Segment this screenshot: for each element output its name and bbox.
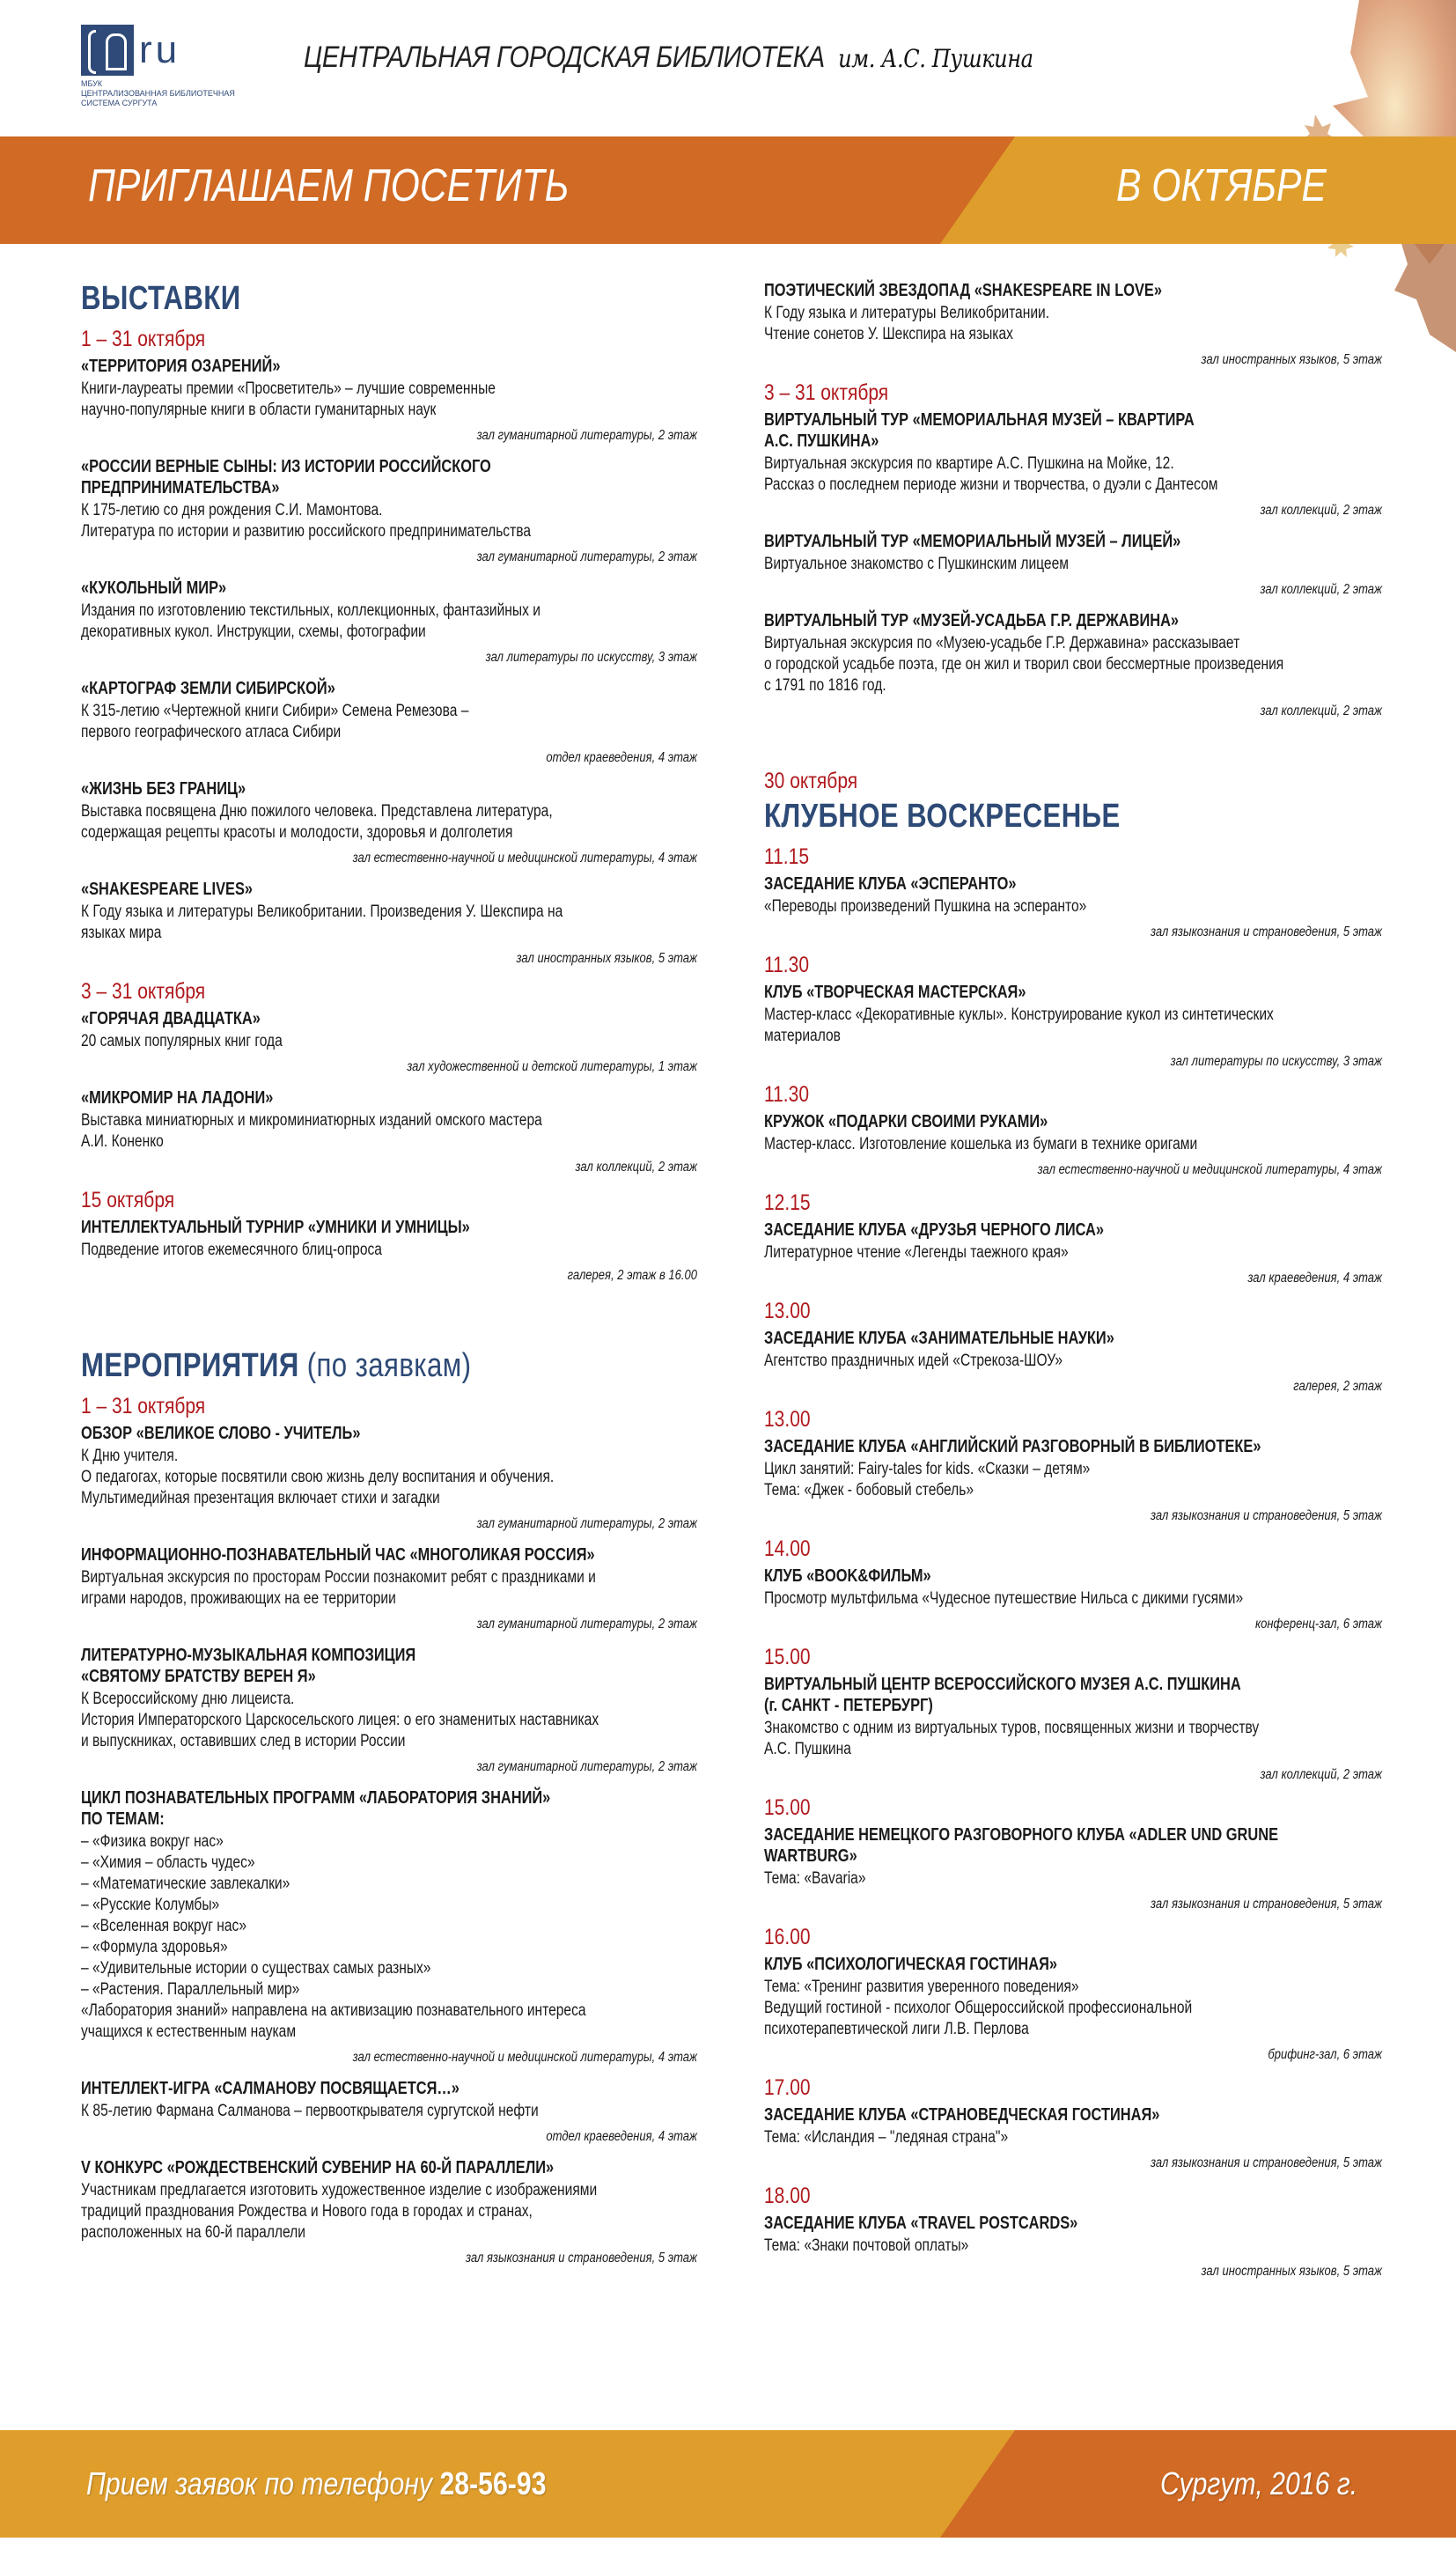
- event-location: зал гуманитарной литературы, 2 этаж: [476, 1617, 697, 1632]
- event-description: К Всероссийскому дню лицеиста. История Императорского Царскосельского лицея: о его знаменитых наставниках и выпускниках, оставивших след в истории России: [81, 1690, 599, 1750]
- event-item: [81, 2078, 697, 2145]
- event-location: зал литературы по искусству, 3 этаж: [485, 650, 697, 665]
- event-time: 11.30: [764, 1082, 810, 1107]
- event-location: зал литературы по искусству, 3 этаж: [1170, 1054, 1382, 1069]
- event-description: Мастер-класс. Изготовление кошелька из бумаги в технике оригами: [764, 1135, 1198, 1153]
- section-title-events: [81, 1347, 586, 1385]
- event-description: Тема: «Исландия – "ледяная страна"»: [764, 2128, 1009, 2147]
- library-signature: им. А.С. Пушкина: [838, 44, 1033, 73]
- phone-number[interactable]: 28-56-93: [439, 2465, 547, 2501]
- event-description: Мастер-класс «Декоративные куклы». Конструирование кукол из синтетических материалов: [764, 1006, 1274, 1045]
- event-item: [81, 1787, 697, 2066]
- event-time: 12.15: [764, 1190, 811, 1215]
- event-location: брифинг-зал, 6 этаж: [1268, 2047, 1382, 2062]
- event-time: 13.00: [764, 1407, 811, 1432]
- event-item: [81, 456, 697, 565]
- event-description: Участникам предлагается изготовить художественное изделие с изображениями традиций празднования Рождества и Нового года в городах и странах, расположенных на 60-й параллели: [81, 2181, 598, 2242]
- event-description: Агентство праздничных идей «Стрекоза-ШОУ»: [764, 1352, 1063, 1370]
- event-description: Тема: «Bavaria»: [764, 1869, 866, 1888]
- event-location: зал языкознания и страноведения, 5 этаж: [1151, 925, 1382, 939]
- event-item: [764, 1645, 1382, 1783]
- event-item: [81, 1087, 697, 1175]
- event-time: 11.30: [764, 953, 810, 977]
- events-list: [81, 1423, 697, 2266]
- event-location: зал гуманитарной литературы, 2 этаж: [476, 1516, 697, 1531]
- event-title: ЗАСЕДАНИЕ КЛУБА «ЭСПЕРАНТО»: [764, 874, 1017, 894]
- right-items-b: [764, 409, 1382, 719]
- logo-mark: [81, 25, 134, 76]
- event-description: – «Физика вокруг нас» – «Химия – область чудес» – «Математические завлекалки» – «Русские Колумбы» – «Вселенная вокруг нас» – «Формула здоровья» – «Удивительные истории о существах самых разных» – «Растения. Параллельный мир» «Лаборатория знаний» направлена на активизацию познавательного интереса учащихся к естественным наукам: [81, 1832, 586, 2041]
- event-location: галерея, 2 этаж в 16.00: [567, 1268, 697, 1283]
- event-location: зал коллекций, 2 этаж: [1260, 582, 1382, 597]
- event-location: зал гуманитарной литературы, 2 этаж: [476, 428, 697, 443]
- event-item: [81, 2157, 697, 2266]
- right-items-a: [764, 280, 1382, 368]
- event-title: КЛУБ «BOOK&ФИЛЬМ»: [764, 1566, 931, 1586]
- section-title-exhibitions: ВЫСТАВКИ: [81, 280, 241, 317]
- event-time: 14.00: [764, 1536, 811, 1561]
- events-title-note: (по заявкам): [306, 1347, 472, 1384]
- event-title: КРУЖОК «ПОДАРКИ СВОИМИ РУКАМИ»: [764, 1112, 1048, 1131]
- event-location: зал коллекций, 2 этаж: [575, 1160, 697, 1175]
- event-title: ЗАСЕДАНИЕ КЛУБА «ДРУЗЬЯ ЧЕРНОГО ЛИСА»: [764, 1220, 1105, 1240]
- event-description: К 175-летию со дня рождения С.И. Мамонтова. Литература по истории и развитию российского предпринимательства: [81, 501, 532, 541]
- event-description: Тема: «Тренинг развития уверенного поведения» Ведущий гостиной - психолог Общероссийской профессиональной психотерапевтической лиги Л.В. Перлова: [764, 1978, 1193, 2038]
- banner-month-text: В ОКТЯБРЕ: [1116, 160, 1327, 211]
- event-location: зал коллекций, 2 этаж: [1260, 503, 1382, 518]
- footer-phone-label: Прием заявок по телефону: [86, 2465, 433, 2501]
- date-heading: 3 – 31 октября: [81, 979, 206, 1004]
- event-title: «РОССИИ ВЕРНЫЕ СЫНЫ: ИЗ ИСТОРИИ РОССИЙСКОГО ПРЕДПРИНИМАТЕЛЬСТВА»: [81, 457, 491, 497]
- event-item: [764, 1795, 1382, 1912]
- event-title: «КУКОЛЬНЫЙ МИР»: [81, 578, 227, 598]
- event-item: [764, 2075, 1382, 2171]
- event-description: К Дню учителя. О педагогах, которые посвятили свою жизнь делу воспитания и обучения. Мультимедийная презентация включает стихи и загадки: [81, 1447, 555, 1507]
- footer-phone: [86, 2465, 547, 2502]
- event-title: КЛУБ «ПСИХОЛОГИЧЕСКАЯ ГОСТИНАЯ»: [764, 1955, 1057, 1974]
- club-sunday-list: [764, 844, 1382, 2280]
- event-title: ЦИКЛ ПОЗНАВАТЕЛЬНЫХ ПРОГРАММ «ЛАБОРАТОРИЯ ЗНАНИЙ» ПО ТЕМАМ:: [81, 1788, 551, 1829]
- date-heading: 3 – 31 октября: [764, 380, 889, 405]
- logo-org-line: МБУК: [81, 79, 103, 88]
- event-item: [764, 1925, 1382, 2063]
- event-description: К 85-летию Фармана Салманова – первооткрывателя сургутской нефти: [81, 2102, 539, 2120]
- event-description: Литературное чтение «Легенды таежного края»: [764, 1243, 1069, 1262]
- event-item: [764, 610, 1382, 719]
- event-description: «Переводы произведений Пушкина на эсперанто»: [764, 897, 1087, 916]
- event-time: 17.00: [764, 2075, 811, 2100]
- banner-invite-text: ПРИГЛАШАЕМ ПОСЕТИТЬ: [88, 160, 570, 211]
- event-item: [81, 356, 697, 444]
- event-title: ОБЗОР «ВЕЛИКОЕ СЛОВО - УЧИТЕЛЬ»: [81, 1424, 361, 1443]
- event-time: 11.15: [764, 844, 810, 869]
- event-item: [81, 1217, 697, 1284]
- event-location: зал естественно-научной и медицинской литературы, 4 этаж: [352, 2050, 697, 2065]
- event-location: зал языкознания и страноведения, 5 этаж: [1151, 1897, 1382, 1912]
- event-item: [764, 1299, 1382, 1395]
- event-description: 20 самых популярных книг года: [81, 1032, 283, 1050]
- event-title: ИНТЕЛЛЕКТУАЛЬНЫЙ ТУРНИР «УМНИКИ И УМНИЦЫ»: [81, 1218, 470, 1237]
- event-title: «ТЕРРИТОРИЯ ОЗАРЕНИЙ»: [81, 357, 281, 376]
- event-description: Знакомство с одним из виртуальных туров, посвященных жизни и творчеству А.С. Пушкина: [764, 1719, 1260, 1758]
- event-title: «МИКРОМИР НА ЛАДОНИ»: [81, 1088, 274, 1108]
- event-description: К 315-летию «Чертежной книги Сибири» Семена Ремезова – первого географического атласа Сибири: [81, 702, 469, 741]
- event-location: зал естественно-научной и медицинской литературы, 4 этаж: [352, 851, 697, 866]
- event-description: К Году языка и литературы Великобритании. Чтение сонетов У. Шекспира на языках: [764, 304, 1050, 343]
- event-time: 13.00: [764, 1299, 811, 1323]
- event-location: зал краеведения, 4 этаж: [1247, 1271, 1382, 1286]
- event-description: Тема: «Знаки почтовой оплаты»: [764, 2236, 969, 2255]
- event-description: Подведение итогов ежемесячного блиц-опроса: [81, 1241, 382, 1259]
- event-description: Цикл занятий: Fairy-tales for kids. «Сказки – детям» Тема: «Джек - бобовый стебель»: [764, 1460, 1091, 1499]
- top-banner: [0, 136, 1456, 244]
- logo-org-line: СИСТЕМА СУРГУТА: [81, 99, 158, 107]
- event-description: Книги-лауреаты премии «Просветитель» – лучшие современные научно-популярные книги в области гуманитарных наук: [81, 379, 496, 419]
- event-item: [764, 1407, 1382, 1524]
- event-title: «ГОРЯЧАЯ ДВАДЦАТКА»: [81, 1009, 261, 1028]
- event-item: [764, 2184, 1382, 2280]
- event-title: ИНФОРМАЦИОННО-ПОЗНАВАТЕЛЬНЫЙ ЧАС «МНОГОЛИКАЯ РОССИЯ»: [81, 1545, 595, 1565]
- logo-domain: ru: [139, 28, 181, 71]
- event-item: [764, 1536, 1382, 1632]
- event-title: ЛИТЕРАТУРНО-МУЗЫКАЛЬНАЯ КОМПОЗИЦИЯ «СВЯТОМУ БРАТСТВУ ВЕРЕН Я»: [81, 1646, 416, 1686]
- event-location: зал языкознания и страноведения, 5 этаж: [1151, 2155, 1382, 2170]
- event-location: галерея, 2 этаж: [1293, 1379, 1382, 1394]
- event-time: 16.00: [764, 1925, 811, 1949]
- event-title: ПОЭТИЧЕСКИЙ ЗВЕЗДОПАД «SHAKESPEARE IN LOVE»: [764, 281, 1162, 300]
- event-description: Виртуальная экскурсия по просторам России познакомит ребят с праздниками и играми народов, проживающих на ее территории: [81, 1568, 596, 1608]
- event-item: [764, 280, 1382, 368]
- event-title: ЗАСЕДАНИЕ КЛУБА «ЗАНИМАТЕЛЬНЫЕ НАУКИ»: [764, 1329, 1114, 1348]
- event-title: ЗАСЕДАНИЕ НЕМЕЦКОГО РАЗГОВОРНОГО КЛУБА «ADLER UND GRUNE WARTBURG»: [764, 1825, 1279, 1866]
- exhibitions-list: [81, 327, 697, 1284]
- events-title: МЕРОПРИЯТИЯ: [81, 1347, 299, 1384]
- event-description: Просмотр мультфильма «Чудесное путешествие Нильса с дикими гусями»: [764, 1589, 1244, 1608]
- footer-banner: [0, 2430, 1456, 2538]
- right-column: [764, 280, 1382, 2292]
- event-item: [81, 1544, 697, 1632]
- event-title: ЗАСЕДАНИЕ КЛУБА «TRAVEL POSTCARDS»: [764, 2214, 1078, 2233]
- event-location: зал гуманитарной литературы, 2 этаж: [476, 549, 697, 564]
- event-title: ВИРТУАЛЬНЫЙ ЦЕНТР ВСЕРОССИЙСКОГО МУЗЕЯ А.С. ПУШКИНА (г. САНКТ - ПЕТЕРБУРГ): [764, 1675, 1241, 1715]
- event-description: Виртуальная экскурсия по квартире А.С. Пушкина на Мойке, 12. Рассказ о последнем периоде жизни и творчества, о дуэли с Дантесом: [764, 454, 1218, 494]
- event-description: Виртуальное знакомство с Пушкинским лицеем: [764, 555, 1069, 573]
- library-logo[interactable]: [81, 25, 275, 122]
- left-column: [81, 280, 697, 2279]
- event-title: ВИРТУАЛЬНЫЙ ТУР «МЕМОРИАЛЬНЫЙ МУЗЕЙ – ЛИЦЕЙ»: [764, 532, 1181, 551]
- event-description: Выставка миниатюрных и микроминиатюрных изданий омского мастера А.И. Коненко: [81, 1111, 542, 1151]
- event-item: [81, 1008, 697, 1075]
- event-title: ЗАСЕДАНИЕ КЛУБА «АНГЛИЙСКИЙ РАЗГОВОРНЫЙ В БИБЛИОТЕКЕ»: [764, 1437, 1261, 1456]
- event-location: конференц-зал, 6 этаж: [1255, 1617, 1382, 1632]
- library-name: ЦЕНТРАЛЬНАЯ ГОРОДСКАЯ БИБЛИОТЕКА: [304, 41, 825, 74]
- event-title: ЗАСЕДАНИЕ КЛУБА «СТРАНОВЕДЧЕСКАЯ ГОСТИНАЯ»: [764, 2105, 1160, 2125]
- event-location: зал языкознания и страноведения, 5 этаж: [466, 2251, 697, 2266]
- date-heading: 1 – 31 октября: [81, 1394, 206, 1418]
- event-item: [764, 1082, 1382, 1178]
- date-heading: 15 октября: [81, 1188, 175, 1212]
- event-time: 15.00: [764, 1645, 811, 1669]
- event-title: «ЖИЗНЬ БЕЗ ГРАНИЦ»: [81, 779, 246, 799]
- event-item: [81, 879, 697, 967]
- event-item: [81, 1645, 697, 1775]
- date-heading: 30 октября: [764, 769, 858, 793]
- event-location: зал языкознания и страноведения, 5 этаж: [1151, 1508, 1382, 1523]
- event-title: V КОНКУРС «РОЖДЕСТВЕНСКИЙ СУВЕНИР НА 60-Й ПАРАЛЛЕЛИ»: [81, 2158, 555, 2177]
- event-location: отдел краеведения, 4 этаж: [546, 750, 697, 765]
- event-title: «КАРТОГРАФ ЗЕМЛИ СИБИРСКОЙ»: [81, 679, 335, 698]
- event-item: [764, 531, 1382, 598]
- event-location: зал иностранных языков, 5 этаж: [1201, 352, 1382, 367]
- event-title: ВИРТУАЛЬНЫЙ ТУР «МУЗЕЙ-УСАДЬБА Г.Р. ДЕРЖАВИНА»: [764, 611, 1180, 630]
- event-location: отдел краеведения, 4 этаж: [546, 2129, 697, 2144]
- event-description: Выставка посвящена Дню пожилого человека. Представлена литература, содержащая рецепты красоты и молодости, здоровья и долголетия: [81, 802, 553, 842]
- event-time: 18.00: [764, 2184, 811, 2208]
- event-title: «SHAKESPEARE LIVES»: [81, 880, 254, 899]
- event-description: Виртуальная экскурсия по «Музею-усадьбе Г.Р. Державина» рассказывает о городской усадьбе поэта, где он жил и творил свои бессмертные произведения с 1791 по 1816 год.: [764, 634, 1284, 695]
- event-title: КЛУБ «ТВОРЧЕСКАЯ МАСТЕРСКАЯ»: [764, 983, 1026, 1002]
- event-location: зал естественно-научной и медицинской литературы, 4 этаж: [1037, 1162, 1382, 1177]
- logo-org-name: [81, 79, 235, 108]
- event-location: зал коллекций, 2 этаж: [1260, 1767, 1382, 1782]
- footer-place-year: Сургут, 2016 г.: [1160, 2465, 1358, 2501]
- event-item: [81, 778, 697, 866]
- library-title: [304, 41, 1033, 75]
- event-location: зал иностранных языков, 5 этаж: [516, 951, 697, 966]
- event-location: зал коллекций, 2 этаж: [1260, 704, 1382, 718]
- event-location: зал художественной и детской литературы, 1 этаж: [407, 1059, 697, 1074]
- event-description: Издания по изготовлению текстильных, коллекционных, фантазийных и декоративных кукол. Инструкции, схемы, фотографии: [81, 601, 540, 641]
- event-item: [764, 409, 1382, 519]
- event-location: зал иностранных языков, 5 этаж: [1201, 2264, 1382, 2279]
- event-item: [81, 1423, 697, 1532]
- event-item: [81, 678, 697, 766]
- event-item: [764, 953, 1382, 1070]
- event-item: [764, 1190, 1382, 1286]
- event-description: К Году языка и литературы Великобритании. Произведения У. Шекспира на языках мира: [81, 903, 563, 942]
- date-heading: 1 – 31 октября: [81, 327, 206, 351]
- event-item: [764, 844, 1382, 940]
- event-item: [81, 578, 697, 666]
- event-location: зал гуманитарной литературы, 2 этаж: [476, 1759, 697, 1774]
- event-title: ИНТЕЛЛЕКТ-ИГРА «САЛМАНОВУ ПОСВЯЩАЕТСЯ…»: [81, 2079, 460, 2098]
- event-time: 15.00: [764, 1795, 811, 1820]
- logo-org-line: ЦЕНТРАЛИЗОВАННАЯ БИБЛИОТЕЧНАЯ: [81, 89, 235, 98]
- event-title: ВИРТУАЛЬНЫЙ ТУР «МЕМОРИАЛЬНАЯ МУЗЕЙ – КВАРТИРА А.С. ПУШКИНА»: [764, 410, 1195, 451]
- section-title-club-sunday: КЛУБНОЕ ВОСКРЕСЕНЬЕ: [764, 798, 1121, 835]
